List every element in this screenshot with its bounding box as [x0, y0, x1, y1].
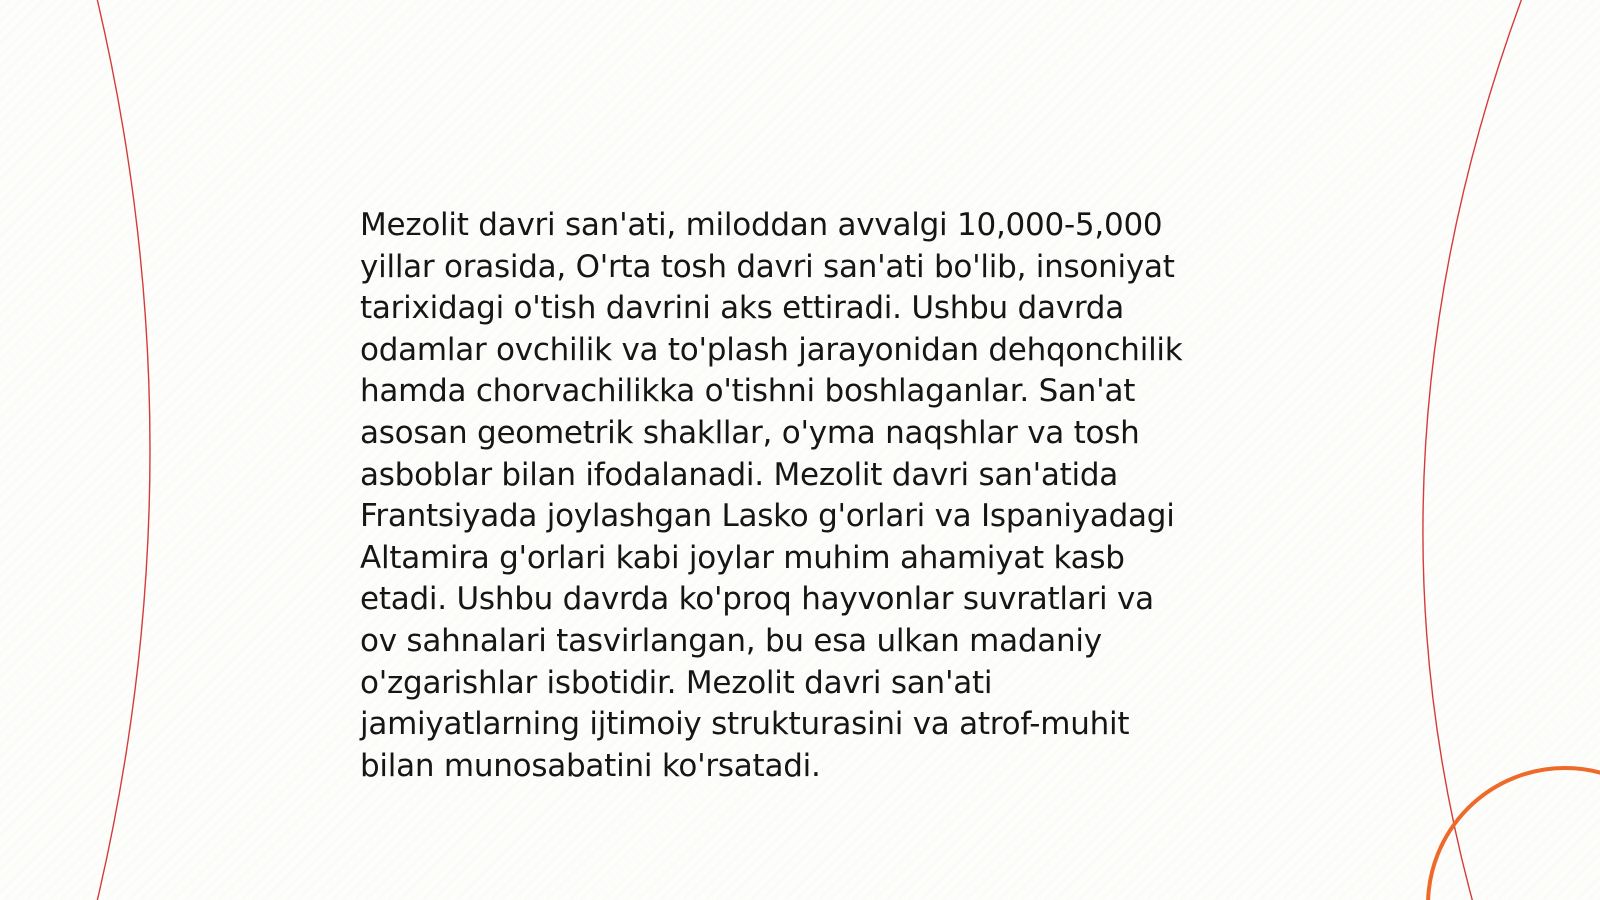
slide-body-text: Mezolit davri san'ati, miloddan avvalgi 10,000-5,000 yillar orasida, O'rta tosh davri san'ati bo'lib, insoniyat tarixidagi o'tish davrini aks ettiradi. Ushbu davrda odamlar ovchilik va to'plash jarayonidan dehqonchilik hamda chorvachilikka o'tishni boshlaganlar. San'at asosan geometrik shakllar, o'yma naqshlar va tosh asboblar bilan ifodalanadi. Mezolit davri san'atida Frantsiyada joylashgan Lasko g'orlari va Ispaniyadagi Altamira g'orlari kabi joylar muhim ahamiyat kasb etadi. Ushbu davrda ko'proq hayvonlar suvratlari va ov sahnalari tasvirlangan, bu esa ulkan madaniy o'zgarishlar isbotidir. Mezolit davri san'ati jamiyatlarning ijtimoiy strukturasini va atrof-muhit bilan munosabatini ko'rsatadi. — [360, 207, 1183, 784]
orange-accent-arc — [1428, 768, 1600, 900]
right-curve-line — [1423, 0, 1525, 900]
left-curve-line — [95, 0, 150, 900]
